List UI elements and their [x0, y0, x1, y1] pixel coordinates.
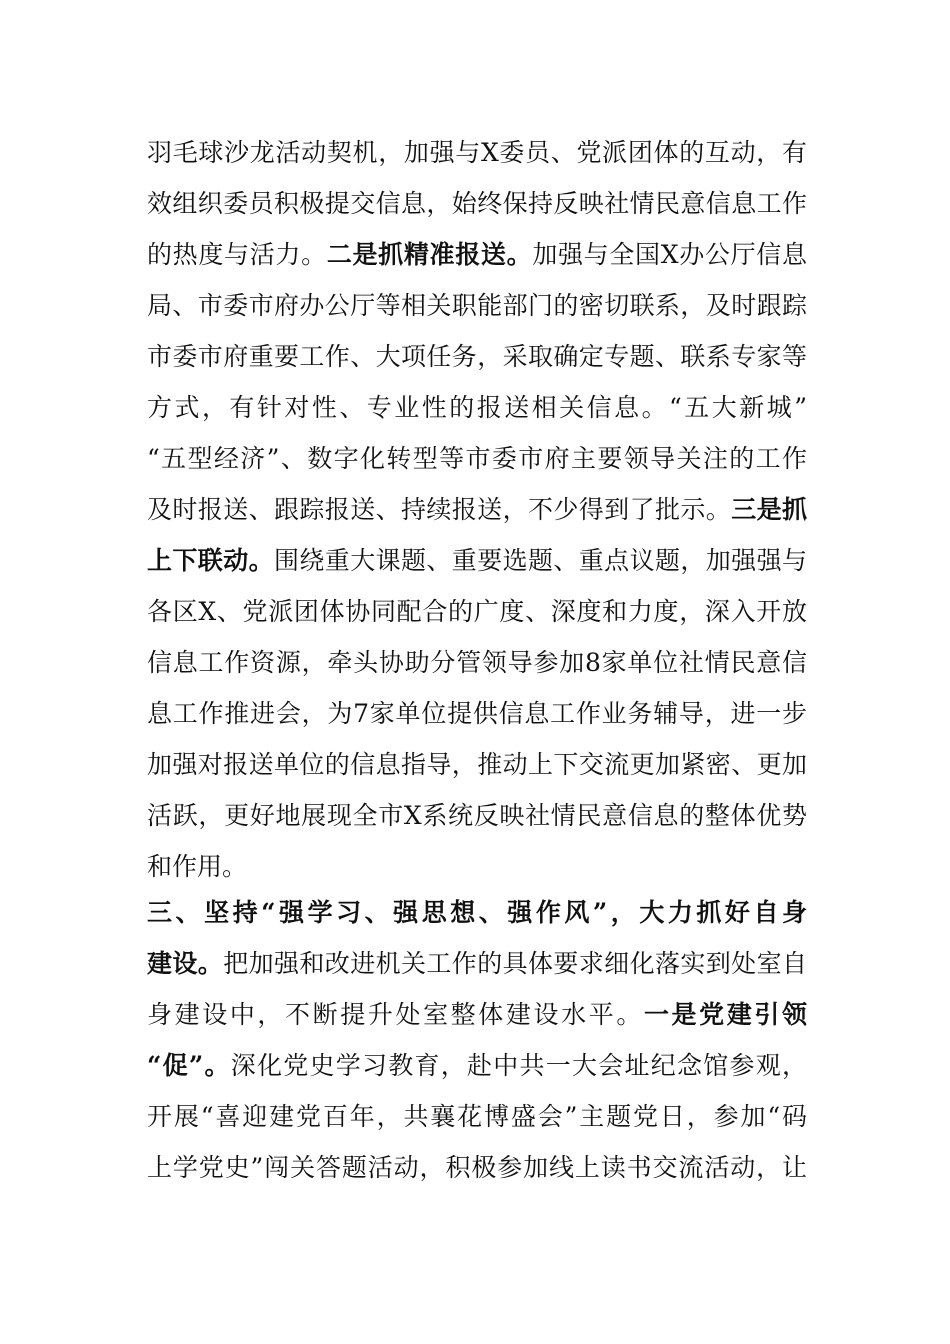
text-line	[147, 1142, 807, 1193]
text-line	[147, 938, 807, 989]
text-line	[147, 688, 807, 739]
text-line	[147, 989, 807, 1040]
text-segment: 加强与全国X办公厅信息	[532, 240, 807, 269]
text-segment: 开展“喜迎建党百年，共襄花博盛会”主题党日，参加“码	[147, 1102, 807, 1131]
text-segment: 信息工作资源，牵头协助分管领导参加8家单位社情民意信	[147, 648, 807, 677]
text-segment: 及时报送、跟踪报送、持续报送，不少得到了批示。	[147, 495, 732, 524]
text-line	[147, 887, 807, 938]
text-line	[147, 127, 807, 178]
text-segment: 羽毛球沙龙活动契机，加强与X委员、党派团体的互动，有	[147, 138, 807, 167]
text-line	[147, 433, 807, 484]
text-segment: 的热度与活力。	[147, 240, 327, 269]
text-segment: 把加强和改进机关工作的具体要求细化落实到处室自	[223, 949, 807, 978]
text-line	[147, 1091, 807, 1142]
text-line	[147, 229, 807, 280]
paragraph-1	[147, 127, 807, 892]
bold-text-segment: “促”。	[147, 1051, 231, 1080]
text-segment: 活跃，更好地展现全市X系统反映社情民意信息的整体优势	[147, 801, 807, 830]
text-segment: 效组织委员积极提交信息，始终保持反映社情民意信息工作	[147, 189, 807, 218]
text-line	[147, 637, 807, 688]
bold-text-segment: 三、坚持“强学习、强思想、强作风”，大力抓好自身	[147, 898, 807, 927]
text-line	[147, 484, 807, 535]
text-line	[147, 382, 807, 433]
text-segment: 各区X、党派团体协同配合的广度、深度和力度，深入开放	[147, 597, 807, 626]
text-segment: 围绕重大课题、重要选题、重点议题，加强强与	[274, 546, 807, 575]
text-line	[147, 280, 807, 331]
text-line	[147, 841, 807, 892]
text-segment: “五型经济”、数字化转型等市委市府主要领导关注的工作	[147, 444, 807, 473]
bold-text-segment: 三是抓	[731, 495, 807, 524]
text-line	[147, 331, 807, 382]
text-line	[147, 178, 807, 229]
text-line	[147, 535, 807, 586]
bold-text-segment: 上下联动。	[147, 546, 274, 575]
bold-text-segment: 二是抓精准报送。	[326, 240, 533, 269]
text-line	[147, 790, 807, 841]
text-segment: 深化党史学习教育，赴中共一大会址纪念馆参观，	[230, 1051, 807, 1080]
text-segment: 方式，有针对性、专业性的报送相关信息。“五大新城”	[147, 393, 807, 422]
text-segment: 息工作推进会，为7家单位提供信息工作业务辅导，进一步	[147, 699, 807, 728]
text-segment: 身建设中，不断提升处室整体建设水平。	[147, 1000, 644, 1029]
text-line	[147, 586, 807, 637]
text-segment: 和作用。	[147, 852, 248, 881]
text-line	[147, 739, 807, 790]
paragraph-2	[147, 887, 807, 1193]
text-segment: 局、市委市府办公厅等相关职能部门的密切联系，及时跟踪	[147, 291, 807, 320]
bold-text-segment: 建设。	[147, 949, 224, 978]
text-segment: 上学党史”闯关答题活动，积极参加线上读书交流活动，让	[147, 1153, 807, 1182]
text-line	[147, 1040, 807, 1091]
bold-text-segment: 一是党建引领	[643, 1000, 807, 1029]
text-segment: 加强对报送单位的信息指导，推动上下交流更加紧密、更加	[147, 750, 807, 779]
text-segment: 市委市府重要工作、大项任务，采取确定专题、联系专家等	[147, 342, 807, 371]
